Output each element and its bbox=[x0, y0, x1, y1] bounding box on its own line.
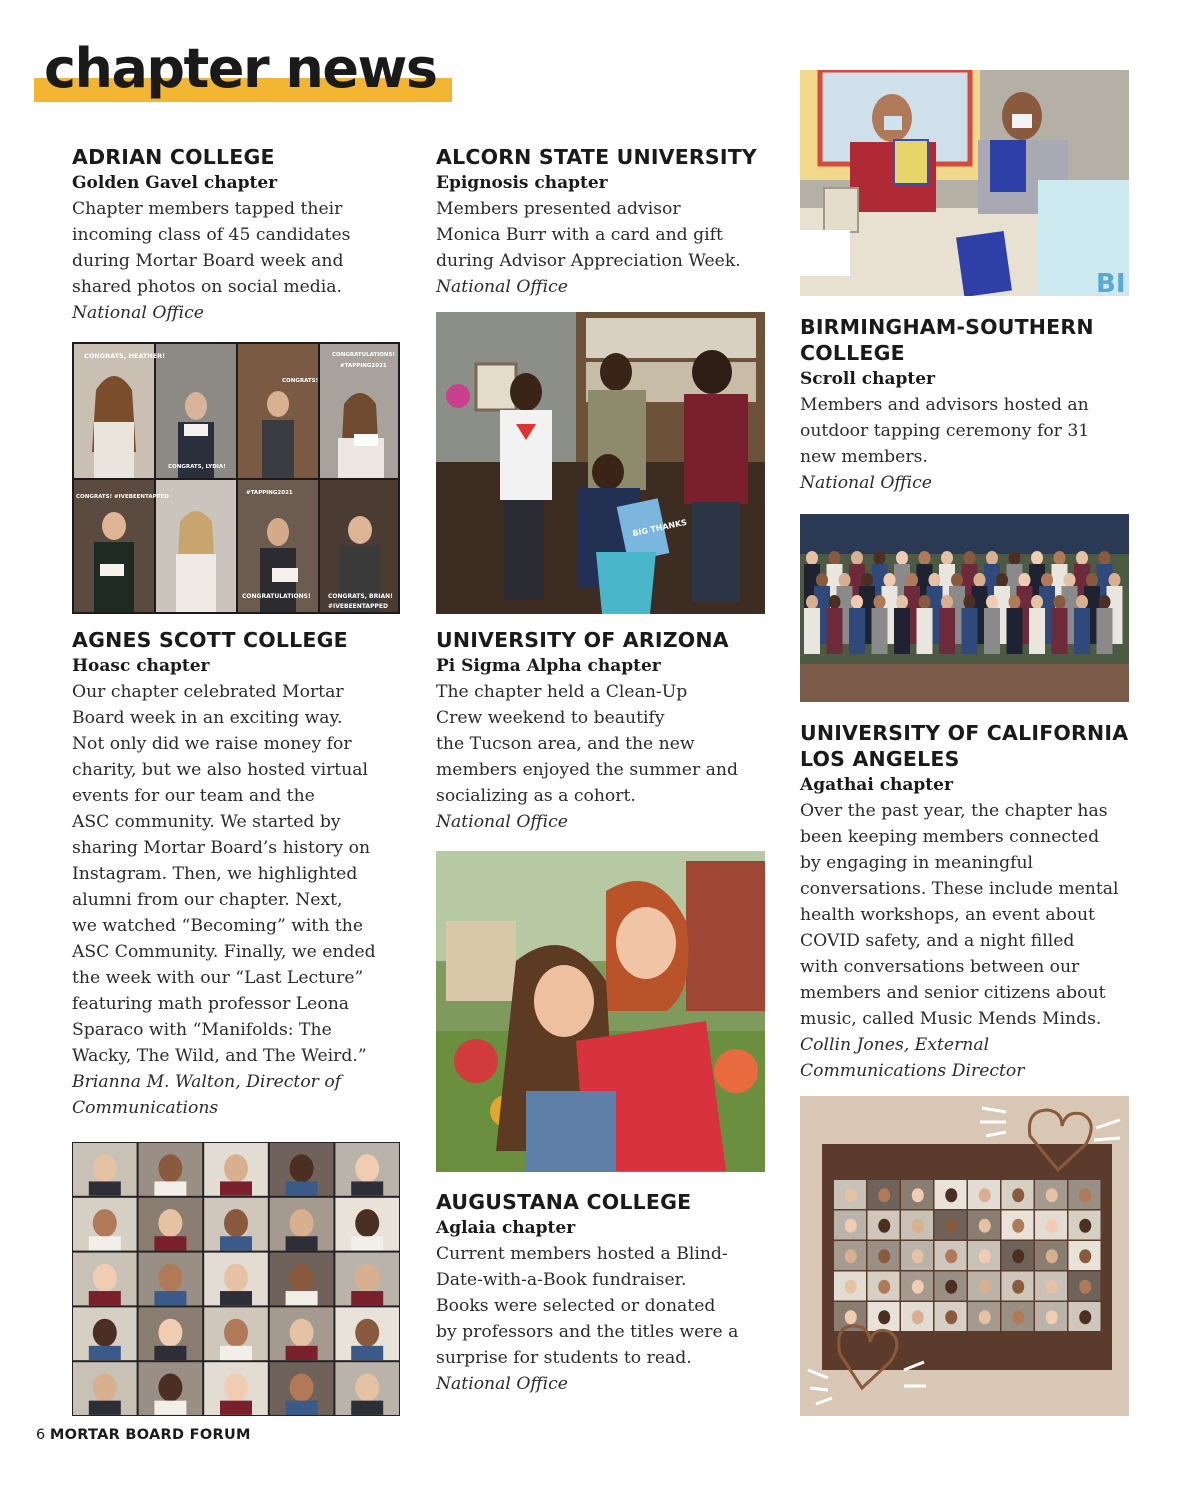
participant-face bbox=[945, 1249, 957, 1263]
participant-face bbox=[1046, 1280, 1058, 1294]
body-line: Over the past year, the chapter has bbox=[800, 801, 1108, 821]
crowd-face bbox=[964, 551, 976, 565]
participant-face bbox=[878, 1219, 890, 1233]
crowd-face bbox=[964, 595, 976, 609]
crowd-body bbox=[1029, 608, 1045, 654]
body-line: Instagram. Then, we highlighted bbox=[72, 864, 358, 884]
crowd-body bbox=[804, 608, 820, 654]
body-line: Monica Burr with a card and gift bbox=[436, 225, 723, 245]
article-arizona bbox=[436, 627, 768, 835]
chapter-name: Pi Sigma Alpha chapter bbox=[436, 656, 661, 676]
body-line: during Mortar Board week and bbox=[72, 251, 344, 271]
participant-face bbox=[290, 1209, 314, 1237]
article-body bbox=[436, 679, 768, 809]
crowd-face bbox=[986, 551, 998, 565]
crowd-body bbox=[1097, 608, 1113, 654]
body-line: health workshops, an event about bbox=[800, 905, 1095, 925]
body-line: shared photos on social media. bbox=[72, 277, 343, 297]
crowd-face bbox=[874, 551, 886, 565]
crowd-body bbox=[917, 608, 933, 654]
participant-body bbox=[89, 1181, 121, 1195]
participant-face bbox=[158, 1209, 182, 1237]
collage-caption: #TAPPING2021 bbox=[246, 490, 293, 496]
participant-face bbox=[1079, 1188, 1091, 1202]
crowd-face bbox=[896, 551, 908, 565]
body-line: Our chapter celebrated Mortar bbox=[72, 682, 344, 702]
college-name bbox=[800, 314, 1132, 366]
participant-face bbox=[1079, 1249, 1091, 1263]
participant-body bbox=[351, 1291, 383, 1305]
body-line: by professors and the titles were a bbox=[436, 1322, 739, 1342]
adrian-instagram-collage-photo bbox=[72, 342, 400, 614]
chapter-name: Scroll chapter bbox=[800, 369, 935, 389]
article-body bbox=[436, 1241, 768, 1371]
participant-face bbox=[945, 1280, 957, 1294]
collage-caption: #TAPPING2021 bbox=[340, 363, 387, 369]
crowd-face bbox=[851, 595, 863, 609]
participant-face bbox=[355, 1374, 379, 1402]
participant-face bbox=[945, 1219, 957, 1233]
participant-body bbox=[286, 1236, 318, 1250]
participant-body bbox=[351, 1346, 383, 1360]
participant-face bbox=[224, 1264, 248, 1292]
crowd-face bbox=[829, 595, 841, 609]
crowd-face bbox=[884, 573, 896, 587]
birmingham-tapping-photo bbox=[800, 70, 1129, 296]
body-line: Date-with-a-Book fundraiser. bbox=[436, 1270, 687, 1290]
college-name: AGNES SCOTT COLLEGE bbox=[72, 628, 348, 652]
body-line: charity, but we also hosted virtual bbox=[72, 760, 369, 780]
participant-face bbox=[1012, 1219, 1024, 1233]
crowd-face bbox=[1076, 595, 1088, 609]
participant-face bbox=[845, 1249, 857, 1263]
participant-body bbox=[220, 1291, 252, 1305]
crowd-face bbox=[806, 551, 818, 565]
body-line: members enjoyed the summer and bbox=[436, 760, 738, 780]
credit-line: Communications bbox=[72, 1098, 219, 1118]
college-name bbox=[800, 720, 1132, 772]
participant-face bbox=[1012, 1280, 1024, 1294]
crowd-face bbox=[1031, 595, 1043, 609]
college-line: COLLEGE bbox=[800, 341, 905, 365]
crowd-face bbox=[1054, 595, 1066, 609]
body-line: been keeping members connected bbox=[800, 827, 1100, 847]
participant-body bbox=[351, 1401, 383, 1415]
crowd-body bbox=[894, 608, 910, 654]
participant-body bbox=[154, 1291, 186, 1305]
participant-face bbox=[1012, 1310, 1024, 1324]
college-name: ALCORN STATE UNIVERSITY bbox=[436, 145, 757, 169]
body-line: surprise for students to read. bbox=[436, 1348, 692, 1368]
crowd-face bbox=[1041, 573, 1053, 587]
body-line: ASC Community. Finally, we ended bbox=[72, 942, 376, 962]
article-agnes-scott bbox=[72, 627, 404, 1121]
participant-body bbox=[286, 1291, 318, 1305]
agnes-scott-video-call-photo bbox=[72, 1142, 400, 1416]
crowd-face bbox=[1099, 595, 1111, 609]
article-credit: National Office bbox=[72, 303, 204, 323]
crowd-face bbox=[919, 595, 931, 609]
participant-face bbox=[1046, 1310, 1058, 1324]
article-alcorn-state bbox=[436, 144, 768, 300]
participant-face bbox=[158, 1374, 182, 1402]
ucla-music-mends-minds-graphic bbox=[800, 1096, 1129, 1416]
body-line: outdoor tapping ceremony for 31 bbox=[800, 421, 1090, 441]
participant-body bbox=[286, 1346, 318, 1360]
article-body bbox=[72, 679, 404, 1069]
crowd-body bbox=[984, 608, 1000, 654]
participant-face bbox=[158, 1319, 182, 1347]
participant-face bbox=[224, 1154, 248, 1182]
participant-body bbox=[286, 1181, 318, 1195]
participant-face bbox=[290, 1374, 314, 1402]
birmingham-group-photo bbox=[800, 514, 1129, 702]
participant-face bbox=[878, 1280, 890, 1294]
body-line: conversations. These include mental bbox=[800, 879, 1119, 899]
participant-face bbox=[878, 1188, 890, 1202]
crowd-face bbox=[1076, 551, 1088, 565]
crowd-face bbox=[1099, 551, 1111, 565]
crowd-body bbox=[849, 608, 865, 654]
body-line: alumni from our chapter. Next, bbox=[72, 890, 343, 910]
crowd-face bbox=[929, 573, 941, 587]
participant-face bbox=[1046, 1219, 1058, 1233]
crowd-face bbox=[906, 573, 918, 587]
participant-face bbox=[93, 1209, 117, 1237]
college-name: ADRIAN COLLEGE bbox=[72, 145, 275, 169]
article-credit: National Office bbox=[436, 277, 568, 297]
crowd-face bbox=[839, 573, 851, 587]
participant-body bbox=[351, 1181, 383, 1195]
crowd-body bbox=[827, 608, 843, 654]
crowd-face bbox=[1031, 551, 1043, 565]
participant-face bbox=[158, 1264, 182, 1292]
participant-face bbox=[355, 1264, 379, 1292]
article-credit bbox=[72, 1069, 404, 1121]
body-line: sharing Mortar Board’s history on bbox=[72, 838, 371, 858]
participant-face bbox=[355, 1154, 379, 1182]
participant-face bbox=[912, 1310, 924, 1324]
body-line: Crew weekend to beautify bbox=[436, 708, 665, 728]
article-credit: National Office bbox=[800, 473, 932, 493]
crowd-face bbox=[941, 595, 953, 609]
body-line: featuring math professor Leona bbox=[72, 994, 350, 1014]
crowd-face bbox=[941, 551, 953, 565]
collage-caption: CONGRATS! #IVEBEENTAPPED bbox=[76, 494, 169, 500]
participant-body bbox=[220, 1401, 252, 1415]
participant-face bbox=[912, 1188, 924, 1202]
college-line: LOS ANGELES bbox=[800, 747, 960, 771]
body-line: with conversations between our bbox=[800, 957, 1080, 977]
participant-face bbox=[355, 1209, 379, 1237]
publication-name: MORTAR BOARD FORUM bbox=[49, 1427, 251, 1443]
participant-body bbox=[154, 1236, 186, 1250]
collage-caption: #IVEBEENTAPPED bbox=[328, 603, 388, 610]
participant-face bbox=[224, 1209, 248, 1237]
collage-caption: CONGRATULATIONS! bbox=[242, 593, 311, 600]
participant-face bbox=[845, 1188, 857, 1202]
participant-body bbox=[286, 1401, 318, 1415]
crowd-face bbox=[1109, 573, 1121, 587]
article-ucla bbox=[800, 720, 1132, 1084]
article-body bbox=[800, 392, 1132, 470]
chapter-name: Agathai chapter bbox=[800, 775, 953, 795]
participant-face bbox=[945, 1188, 957, 1202]
crowd-face bbox=[851, 551, 863, 565]
participant-body bbox=[154, 1401, 186, 1415]
participant-face bbox=[1012, 1249, 1024, 1263]
body-line: Wacky, The Wild, and The Weird.” bbox=[72, 1046, 367, 1066]
article-credit: National Office bbox=[436, 812, 568, 832]
crowd-face bbox=[1009, 551, 1021, 565]
body-line: during Advisor Appreciation Week. bbox=[436, 251, 741, 271]
credit-line: Communications Director bbox=[800, 1061, 1025, 1081]
body-line: Chapter members tapped their bbox=[72, 199, 343, 219]
article-body bbox=[800, 798, 1132, 1032]
participant-face bbox=[912, 1280, 924, 1294]
collage-caption: CONGRATS, LYDIA! bbox=[168, 464, 226, 470]
chapter-name: Aglaia chapter bbox=[436, 1218, 576, 1238]
body-line: socializing as a cohort. bbox=[436, 786, 636, 806]
crowd-face bbox=[816, 573, 828, 587]
participant-face bbox=[158, 1154, 182, 1182]
article-adrian bbox=[72, 144, 404, 326]
participant-face bbox=[93, 1374, 117, 1402]
credit-line: Brianna M. Walton, Director of bbox=[72, 1072, 342, 1092]
body-line: we watched “Becoming” with the bbox=[72, 916, 364, 936]
crowd-face bbox=[1054, 551, 1066, 565]
article-body bbox=[72, 196, 404, 300]
page-title-block bbox=[34, 38, 454, 108]
body-line: Current members hosted a Blind- bbox=[436, 1244, 728, 1264]
participant-face bbox=[1012, 1188, 1024, 1202]
participant-face bbox=[355, 1319, 379, 1347]
crowd-face bbox=[1009, 595, 1021, 609]
page-title: chapter news bbox=[44, 37, 437, 100]
page-number: 6 bbox=[36, 1427, 46, 1443]
participant-body bbox=[220, 1346, 252, 1360]
crowd-body bbox=[962, 608, 978, 654]
body-line: Not only did we raise money for bbox=[72, 734, 352, 754]
college-line: BIRMINGHAM-SOUTHERN bbox=[800, 315, 1094, 339]
body-line: Sparaco with “Manifolds: The bbox=[72, 1020, 332, 1040]
participant-body bbox=[154, 1181, 186, 1195]
body-line: the Tucson area, and the new bbox=[436, 734, 695, 754]
article-birmingham-southern bbox=[800, 314, 1132, 496]
participant-face bbox=[1079, 1310, 1091, 1324]
participant-body bbox=[220, 1181, 252, 1195]
participant-face bbox=[979, 1219, 991, 1233]
body-line: ASC community. We started by bbox=[72, 812, 341, 832]
collage-caption: CONGRATS, BRIAN! bbox=[328, 593, 393, 600]
participant-body bbox=[89, 1346, 121, 1360]
body-line: incoming class of 45 candidates bbox=[72, 225, 351, 245]
page-footer bbox=[36, 1427, 251, 1443]
participant-face bbox=[290, 1154, 314, 1182]
college-line: UNIVERSITY OF CALIFORNIA bbox=[800, 721, 1129, 745]
participant-face bbox=[93, 1154, 117, 1182]
crowd-body bbox=[872, 608, 888, 654]
article-credit: National Office bbox=[436, 1374, 568, 1394]
crowd-face bbox=[861, 573, 873, 587]
participant-face bbox=[1046, 1249, 1058, 1263]
body-line: Members and advisors hosted an bbox=[800, 395, 1089, 415]
participant-face bbox=[93, 1319, 117, 1347]
crowd-body bbox=[939, 608, 955, 654]
participant-face bbox=[979, 1280, 991, 1294]
crowd-face bbox=[1064, 573, 1076, 587]
crowd-face bbox=[974, 573, 986, 587]
body-line: new members. bbox=[800, 447, 928, 467]
collage-caption: CONGRATS, HEATHER! bbox=[84, 352, 166, 360]
participant-face bbox=[979, 1310, 991, 1324]
participant-face bbox=[979, 1188, 991, 1202]
participant-face bbox=[979, 1249, 991, 1263]
participant-face bbox=[845, 1280, 857, 1294]
body-line: The chapter held a Clean-Up bbox=[436, 682, 688, 702]
participant-face bbox=[945, 1310, 957, 1324]
participant-face bbox=[912, 1249, 924, 1263]
participant-face bbox=[912, 1219, 924, 1233]
body-line: Members presented advisor bbox=[436, 199, 681, 219]
crowd-face bbox=[829, 551, 841, 565]
chapter-name: Hoasc chapter bbox=[72, 656, 210, 676]
crowd-face bbox=[919, 551, 931, 565]
body-line: the week with our “Last Lecture” bbox=[72, 968, 364, 988]
participant-face bbox=[1046, 1188, 1058, 1202]
college-name: UNIVERSITY OF ARIZONA bbox=[436, 628, 729, 652]
collage-caption: CONGRATULATIONS! bbox=[332, 352, 395, 358]
participant-body bbox=[89, 1401, 121, 1415]
body-line: COVID safety, and a night filled bbox=[800, 931, 1075, 951]
chapter-name: Golden Gavel chapter bbox=[72, 173, 278, 193]
chapter-name: Epignosis chapter bbox=[436, 173, 608, 193]
crowd-face bbox=[986, 595, 998, 609]
participant-body bbox=[154, 1346, 186, 1360]
participant-face bbox=[845, 1219, 857, 1233]
participant-face bbox=[290, 1319, 314, 1347]
article-augustana bbox=[436, 1189, 768, 1397]
body-line: Books were selected or donated bbox=[436, 1296, 716, 1316]
participant-face bbox=[845, 1310, 857, 1324]
body-line: events for our team and the bbox=[72, 786, 315, 806]
body-line: music, called Music Mends Minds. bbox=[800, 1009, 1102, 1029]
participant-body bbox=[351, 1236, 383, 1250]
participant-face bbox=[93, 1264, 117, 1292]
college-name: AUGUSTANA COLLEGE bbox=[436, 1190, 692, 1214]
crowd-face bbox=[896, 595, 908, 609]
participant-face bbox=[878, 1249, 890, 1263]
body-line: Board week in an exciting way. bbox=[72, 708, 343, 728]
alcorn-advisor-group-photo bbox=[436, 312, 765, 614]
body-line: members and senior citizens about bbox=[800, 983, 1106, 1003]
participant-face bbox=[224, 1319, 248, 1347]
crowd-body bbox=[1007, 608, 1023, 654]
crowd-face bbox=[1086, 573, 1098, 587]
crowd-face bbox=[806, 595, 818, 609]
participant-face bbox=[878, 1310, 890, 1324]
arizona-members-photo bbox=[436, 851, 765, 1172]
card-text: BIG THANKS bbox=[631, 517, 688, 539]
article-credit bbox=[800, 1032, 1132, 1084]
crowd-face bbox=[996, 573, 1008, 587]
body-line: by engaging in meaningful bbox=[800, 853, 1034, 873]
credit-line: Collin Jones, External bbox=[800, 1035, 990, 1055]
crowd-body bbox=[1052, 608, 1068, 654]
participant-body bbox=[220, 1236, 252, 1250]
sign-text: BI bbox=[1096, 269, 1126, 296]
crowd-body bbox=[1074, 608, 1090, 654]
participant-face bbox=[1079, 1280, 1091, 1294]
crowd-face bbox=[1019, 573, 1031, 587]
crowd-face bbox=[874, 595, 886, 609]
article-body bbox=[436, 196, 768, 274]
participant-body bbox=[89, 1236, 121, 1250]
participant-face bbox=[290, 1264, 314, 1292]
participant-body bbox=[89, 1291, 121, 1305]
participant-face bbox=[224, 1374, 248, 1402]
collage-caption: CONGRATS! bbox=[282, 378, 319, 384]
participant-face bbox=[1079, 1219, 1091, 1233]
crowd-face bbox=[951, 573, 963, 587]
